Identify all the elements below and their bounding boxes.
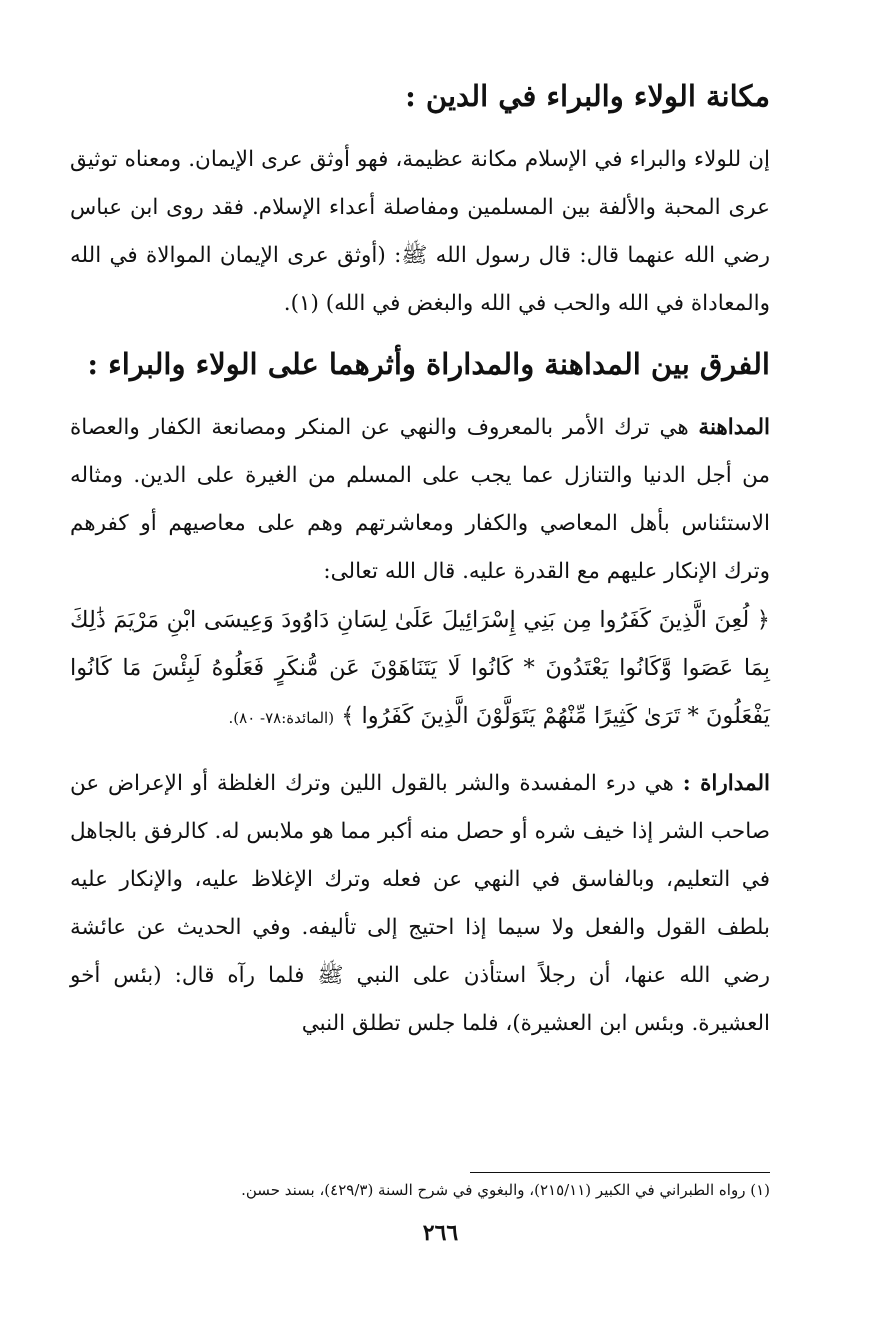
- paragraph-mudahana: [70, 404, 770, 596]
- paragraph-mudarah: [70, 760, 770, 1048]
- term-mudahana: المداهنة: [698, 415, 770, 440]
- quran-verse: [70, 596, 770, 742]
- mudahana-definition: هي ترك الأمر بالمعروف والنهي عن المنكر ومصانعة الكفار والعصاة من أجل الدنيا والتنازل عما يجب على المسلم من الغيرة على الدين. ومثاله الاستئناس بأهل المعاصي والكفار ومعاشرتهم وهم على معاصيهم أو كفرهم وترك الإنكار عليهم مع القدرة عليه. قال الله تعالى:: [70, 415, 770, 584]
- paragraph-position: إن للولاء والبراء في الإسلام مكانة عظيمة، فهو أوثق عرى الإيمان. ومعناه توثيق عرى المحبة والألفة بين المسلمين ومفاصلة أعداء الإسلام. فقد روى ابن عباس رضي الله عنهما قال: قال رسول الله ﷺ: (أوثق عرى الإيمان الموالاة في الله والمعاداة في الله والحب في الله والبغض في الله) (١).: [70, 147, 770, 316]
- mudarah-definition: هي درء المفسدة والشر بالقول اللين وترك الغلظة أو الإعراض عن صاحب الشر إذا خيف شره أو حصل منه أكبر مما هو ملابس له. كالرفق بالجاهل في التعليم، وبالفاسق في النهي عن فعله وترك الإغلاظ عليه، والإنكار عليه بلطف القول والفعل ولا سيما إذا احتيج إلى تأليفه. وفي الحديث عن عائشة رضي الله عنها، أن رجلاً استأذن على النبي ﷺ فلما رآه قال: (بئس أخو العشيرة. وبئس ابن العشيرة)، فلما جلس تطلق النبي: [70, 771, 770, 1036]
- section-mudarah: [70, 760, 770, 1048]
- page-body: [70, 70, 770, 1048]
- section-title-difference: الفرق بين المداهنة والمداراة وأثرهما على الولاء والبراء :: [87, 347, 770, 381]
- section-title-position: مكانة الولاء والبراء في الدين :: [405, 79, 770, 113]
- term-mudarah: المداراة :: [682, 771, 771, 796]
- section-position: [70, 70, 770, 328]
- quran-text: ﴿ لُعِنَ الَّذِينَ كَفَرُوا مِن بَنِي إِسْرَائِيلَ عَلَىٰ لِسَانِ دَاوُودَ وَعِيسَى ابْنِ مَرْيَمَ ذَٰلِكَ بِمَا عَصَوا وَّكَانُوا يَعْتَدُونَ * كَانُوا لَا يَتَنَاهَوْنَ عَن مُّنكَرٍ فَعَلُوهُ لَبِئْسَ مَا كَانُوا يَفْعَلُونَ * تَرَىٰ كَثِيرًا مِّنْهُمْ يَتَوَلَّوْنَ الَّذِينَ كَفَرُوا ﴾: [70, 607, 770, 729]
- quran-reference: (المائدة:٧٨- ٨٠).: [228, 709, 335, 727]
- footnote-divider: [470, 1172, 770, 1173]
- page-number: ٢٦٦: [422, 1220, 459, 1246]
- section-difference: [70, 338, 770, 742]
- footnote: (١) رواه الطبراني في الكبير (٢١٥/١١)، والبغوي في شرح السنة (٤٢٩/٣)، بسند حسن.: [241, 1181, 770, 1199]
